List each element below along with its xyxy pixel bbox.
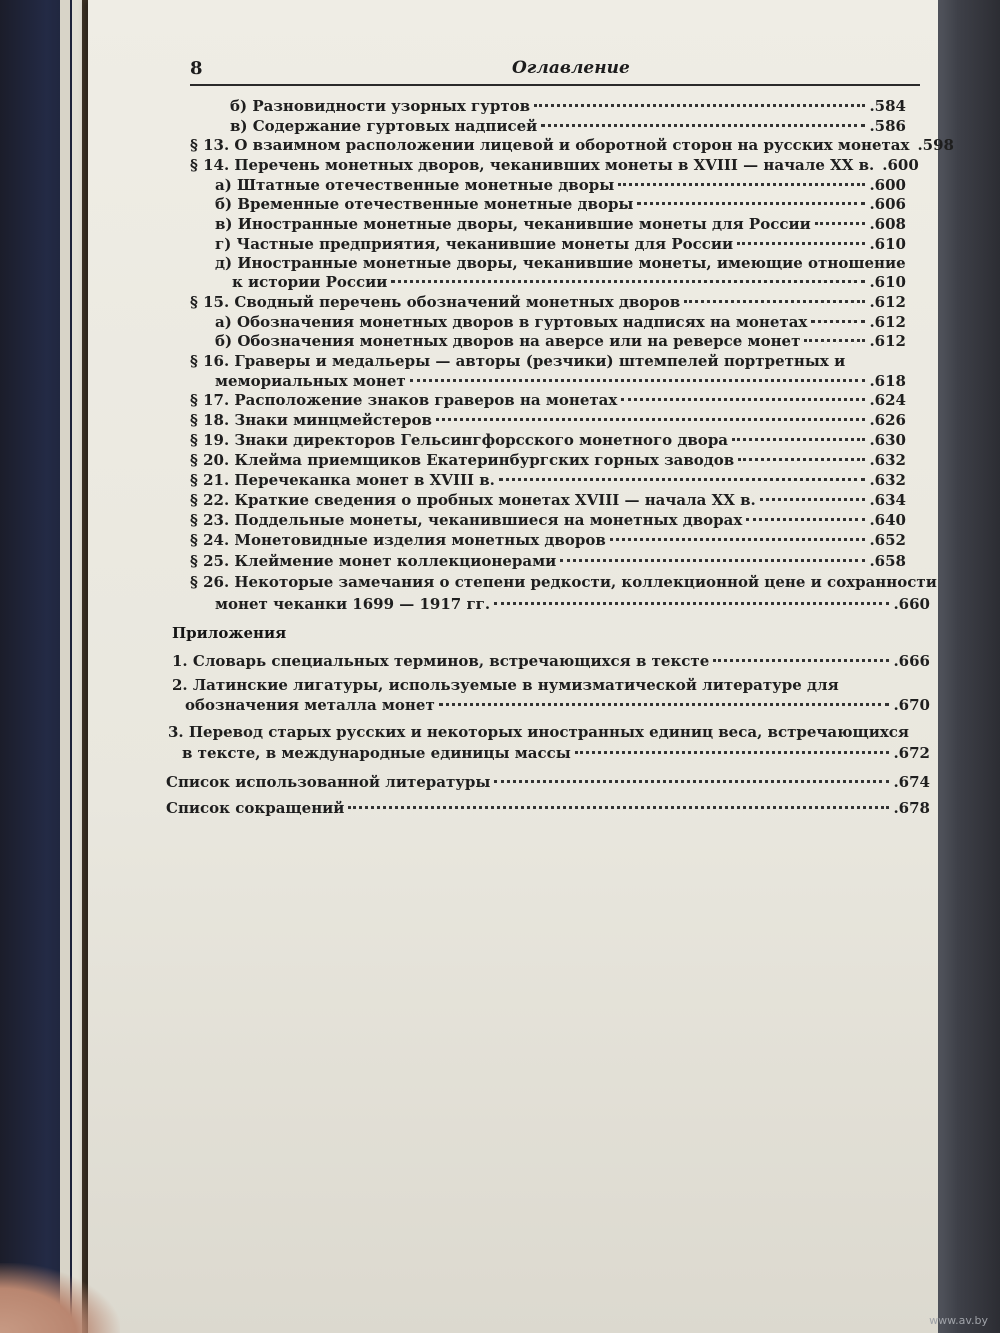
toc-entry: § 20. Клейма приемщиков Екатеринбургских горных заводов .632 <box>190 451 906 469</box>
appendix-entry-line: 2. Латинские лигатуры, используемые в нумизматической литературе для <box>172 676 839 694</box>
toc-entry: § 25. Клеймение монет коллекционерами .658 <box>190 552 906 570</box>
toc-entry: § 24. Монетовидные изделия монетных дворов .652 <box>190 531 906 549</box>
toc-entry: § 23. Поддельные монеты, чеканившиеся на монетных дворах .640 <box>190 511 906 529</box>
back-matter-entry: Список сокращений .678 <box>166 799 930 817</box>
page-header <box>190 56 920 86</box>
book-cover-right <box>930 0 1000 1333</box>
toc-entry-line: д) Иностранные монетные дворы, чеканившие монеты, имеющие отношение <box>215 254 906 272</box>
toc-entry: монет чеканки 1699 — 1917 гг. .660 <box>215 595 930 613</box>
header-rule <box>190 84 920 86</box>
appendix-entry: в тексте, в международные единицы массы .672 <box>182 744 930 762</box>
toc-entry: б) Временные отечественные монетные дворы .606 <box>215 195 906 213</box>
toc-entry: § 18. Знаки минцмейстеров .626 <box>190 411 906 429</box>
toc-entry: мемориальных монет .618 <box>215 372 906 390</box>
bleed-through-text <box>158 850 918 1230</box>
toc-entry: а) Обозначения монетных дворов в гуртовых надписях на монетах .612 <box>215 313 906 331</box>
finger <box>0 1263 120 1333</box>
toc-entry: а) Штатные отечественные монетные дворы .600 <box>215 176 906 194</box>
toc-entry: б) Обозначения монетных дворов на аверсе или на реверсе монет .612 <box>215 332 906 350</box>
toc-entry: к истории России .610 <box>232 273 906 291</box>
toc-entry: § 13. О взаимном расположении лицевой и оборотной сторон на русских монетах .598 <box>190 136 954 154</box>
toc-entry: в) Содержание гуртовых надписей .586 <box>230 117 906 135</box>
toc-entry: § 14. Перечень монетных дворов, чеканивших монеты в XVIII — начале XX в. .600 <box>190 156 919 174</box>
appendix-heading: Приложения <box>172 624 287 642</box>
back-matter-entry: Список использованной литературы .674 <box>166 773 930 791</box>
toc-entry-line: § 16. Граверы и медальеры — авторы (резчики) штемпелей портретных и <box>190 352 846 370</box>
toc-entry: § 19. Знаки директоров Гельсингфорсского монетного двора .630 <box>190 431 906 449</box>
toc-entry: б) Разновидности узорных гуртов .584 <box>230 97 906 115</box>
page-number: 8 <box>190 58 203 79</box>
running-title: Оглавление <box>512 58 630 78</box>
toc-entry-line: § 26. Некоторые замечания о степени редкости, коллекционной цене и сохранности <box>190 573 937 591</box>
toc-entry: г) Частные предприятия, чеканившие монеты для России .610 <box>215 235 906 253</box>
toc-entry: в) Иностранные монетные дворы, чеканившие монеты для России .608 <box>215 215 906 233</box>
toc-entry: § 17. Расположение знаков граверов на монетах .624 <box>190 391 906 409</box>
appendix-entry-line: 3. Перевод старых русских и некоторых иностранных единиц веса, встречающихся <box>168 723 909 741</box>
appendix-entry: обозначения металла монет .670 <box>185 696 930 714</box>
toc-entry: § 21. Перечеканка монет в XVIII в. .632 <box>190 471 906 489</box>
page-edge <box>60 0 70 1333</box>
toc-entry: § 15. Сводный перечень обозначений монетных дворов .612 <box>190 293 906 311</box>
toc-entry: § 22. Краткие сведения о пробных монетах XVIII — начала XX в. .634 <box>190 491 906 509</box>
watermark: www.av.by <box>929 1314 988 1327</box>
appendix-entry: 1. Словарь специальных терминов, встречающихся в тексте .666 <box>172 652 930 670</box>
page-edge <box>72 0 82 1333</box>
